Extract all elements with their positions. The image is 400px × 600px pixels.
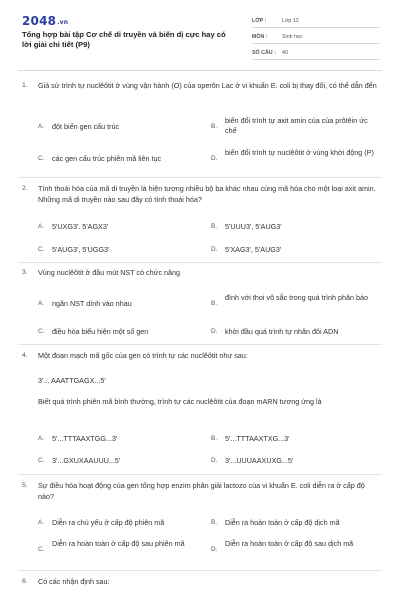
site-logo[interactable] [22, 14, 68, 28]
option-letter: B. [211, 519, 218, 526]
header-divider [18, 70, 382, 71]
option-letter: C. [38, 155, 45, 162]
logo-suffix: .vn [57, 19, 69, 26]
question-separator [18, 177, 382, 178]
question-separator [18, 570, 382, 571]
option-text: đính với thoi vô sắc trong quá trình phân bào [225, 293, 368, 302]
page-title: Tổng hợp bài tập Cơ chế di truyền và biến dị cực hay có lời giải chi tiết (P9) [22, 30, 226, 49]
question-text: Một đoạn mạch mã gốc của gen có trình tự các nuclêôtit như sau: [38, 351, 248, 360]
meta-info [252, 14, 380, 62]
option-letter: A. [38, 519, 45, 526]
option-text: ngăn NST dính vào nhau [52, 299, 132, 308]
option-text: Diễn ra hoàn toàn ở cấp độ dịch mã [225, 518, 340, 527]
option-text: Diễn ra hoàn toàn ở cấp độ sau phiên mã [52, 539, 185, 548]
option-text: khởi đầu quá trình tự nhân đôi ADN [225, 327, 339, 336]
option-text: 3'...UUUAAXUXG...5' [225, 456, 294, 465]
option-letter: D. [211, 155, 218, 162]
option-text: biến đổi trình tự axit amin của của prôtêin ức chế [225, 116, 368, 135]
option-letter: B. [211, 435, 218, 442]
option-letter: A. [38, 300, 45, 307]
option-letter: D. [211, 328, 218, 335]
option-letter: A. [38, 435, 45, 442]
option-letter: B. [211, 300, 218, 307]
option-letter: C. [38, 457, 45, 464]
meta-key: SỐ CÂU : [252, 49, 276, 56]
option-letter: D. [211, 546, 218, 553]
option-letter: A. [38, 123, 45, 130]
question-number: 4. [22, 352, 28, 359]
meta-row-class [252, 14, 380, 28]
page-header [0, 0, 400, 62]
question-separator [18, 262, 382, 263]
question-separator [18, 344, 382, 345]
option-letter: C. [38, 546, 45, 553]
question-number: 1. [22, 82, 28, 89]
dna-sequence: 3'... AAATTGAGX...5' [38, 376, 106, 385]
question-separator [18, 474, 382, 475]
question-text: Tính thoái hóa của mã di truyền là hiện tượng nhiều bộ ba khác nhau cùng mã hóa cho một loại axit amin. Những mã di truyền nào sau đây có tính thoái hóa? [38, 184, 376, 204]
option-text: 5'...TTTAAXTXG...3' [225, 434, 290, 443]
option-text: điều hòa biểu hiện một số gen [52, 327, 149, 336]
option-text: 5'AUG3', 5'UGG3' [52, 245, 110, 254]
question-text: Sự điều hòa hoạt động của gen tổng hợp enzim phân giải lactozo của vi khuẩn E. coli diễn ra ở cấp độ nào? [38, 481, 365, 501]
meta-value: 40 [282, 49, 288, 56]
logo-text: 2048 [22, 14, 57, 28]
option-letter: D. [211, 246, 218, 253]
question-number: 5. [22, 482, 28, 489]
question-text: Có các nhận định sau: [38, 577, 110, 586]
meta-row-count [252, 46, 380, 60]
option-text: 5'UXG3'. 5'AGX3' [52, 222, 109, 231]
option-letter: D. [211, 457, 218, 464]
option-text: đột biến gen cấu trúc [52, 122, 120, 131]
option-text: 5'XAG3', 5'AUG3' [225, 245, 282, 254]
question-text: Vùng nuclêôtit ở đầu mút NST có chức năng [38, 268, 181, 277]
option-letter: B. [211, 123, 218, 130]
meta-value: Sinh học [282, 33, 303, 40]
option-letter: C. [38, 246, 45, 253]
option-letter: C. [38, 328, 45, 335]
option-text: 3'...GXUXAAUUU...5' [52, 456, 121, 465]
option-text: 5'...TTTAAXTGG...3' [52, 434, 118, 443]
meta-key: MÔN : [252, 33, 268, 40]
question-text-continued: Biết quá trình phiên mã bình thường, trình tự các nuclêôtit của đoạn mARN tương ứng là [38, 397, 322, 406]
meta-row-subject [252, 30, 380, 44]
question-number: 3. [22, 269, 28, 276]
question-number: 6. [22, 578, 28, 585]
option-letter: A. [38, 223, 45, 230]
meta-key: LỚP : [252, 17, 267, 24]
option-text: biến đổi trình tự nuclêôtit ở vùng khởi động (P) [225, 148, 374, 157]
question-number: 2. [22, 185, 28, 192]
question-text: Giả sử trình tự nuclêôtit ở vùng vận hành (O) của operôn Lac ở vi khuẩn E. coli bị thay đổi, có thể dẫn đến [38, 81, 377, 90]
option-text: Diễn ra chủ yếu ở cấp độ phiên mã [52, 518, 165, 527]
meta-value: Lớp 12 [282, 17, 299, 24]
option-text: Diễn ra hoàn toàn ở cấp độ sau dịch mã [225, 539, 354, 548]
option-text: 5'UUU3', 5'AUG3' [225, 222, 282, 231]
option-text: các gen cấu trúc phiên mã liên tục [52, 154, 162, 163]
option-letter: B. [211, 223, 218, 230]
